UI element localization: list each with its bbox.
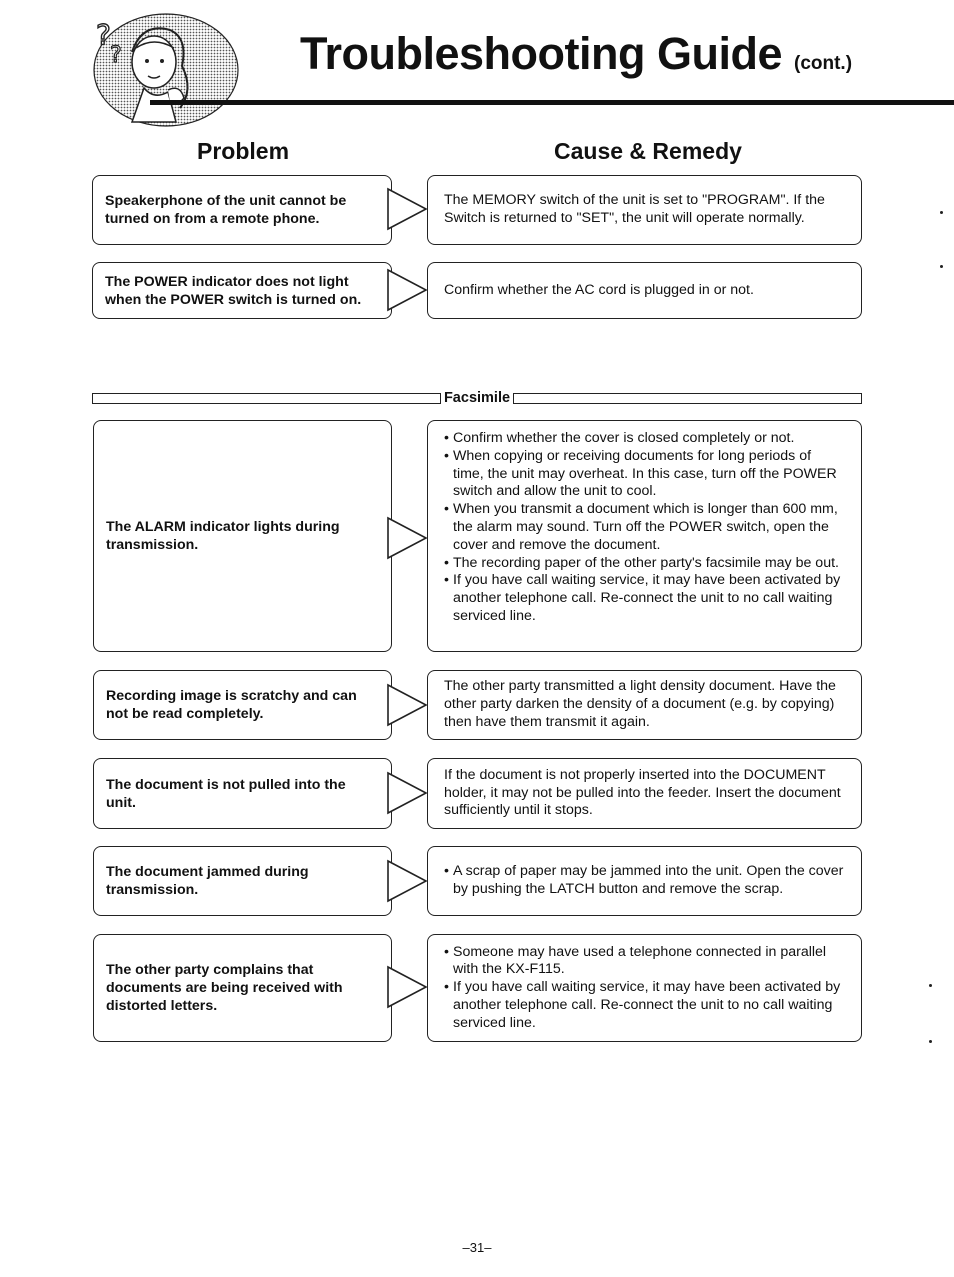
problem-box <box>93 846 392 916</box>
remedy-list <box>444 944 845 1033</box>
remedy-box <box>427 758 862 829</box>
title-suffix: (cont.) <box>794 53 853 74</box>
arrow-icon <box>386 770 430 816</box>
page-title: Troubleshooting Guide (cont.) <box>300 28 853 79</box>
remedy-text: The other party transmitted a light density document. Have the other party darken the density of a document (e.g. by copying) then have them transmit it again. <box>444 678 836 730</box>
remedy-item: • Someone may have used a telephone connected in parallel with the KX-F115. <box>444 944 845 980</box>
problem-text: The other party complains that documents are being received with distorted letters. <box>106 962 343 1014</box>
remedy-text: The MEMORY switch of the unit is set to "PROGRAM". If the Switch is returned to "SET", the unit will operate normally. <box>444 192 825 226</box>
section-bar-left <box>92 393 441 404</box>
scan-speck <box>940 211 943 214</box>
remedy-item: • When copying or receiving documents for long periods of time, the unit may overheat. In this case, turn off the POWER switch and allow the unit to cool. <box>444 448 845 501</box>
problem-box <box>92 175 392 245</box>
remedy-box <box>427 175 862 245</box>
arrow-icon <box>386 682 430 728</box>
remedy-text: Confirm whether the AC cord is plugged in or not. <box>444 281 754 298</box>
section-bar-right <box>513 393 862 404</box>
title-rule <box>150 100 954 105</box>
svg-text:?: ? <box>110 43 122 68</box>
remedy-item: • If you have call waiting service, it may have been activated by another telephone call. Re-connect the unit to no call waiting serviced line. <box>444 979 845 1032</box>
page-number: –31– <box>462 1240 492 1255</box>
svg-text:?: ? <box>96 18 111 51</box>
problem-text: The ALARM indicator lights during transmission. <box>106 519 340 553</box>
problem-text: Recording image is scratchy and can not be read completely. <box>106 688 357 722</box>
remedy-list <box>444 863 845 899</box>
facsimile-section-header <box>92 388 862 408</box>
section-label: Facsimile <box>443 390 511 406</box>
remedy-box <box>427 846 862 916</box>
remedy-box <box>427 262 862 319</box>
remedy-item: • Confirm whether the cover is closed completely or not. <box>444 430 845 448</box>
problem-text: The document is not pulled into the unit. <box>106 776 346 811</box>
remedy-box <box>427 420 862 652</box>
remedy-item: • A scrap of paper may be jammed into the unit. Open the cover by pushing the LATCH button and remove the scrap. <box>444 863 845 899</box>
problem-box <box>93 934 392 1042</box>
remedy-list <box>444 430 845 626</box>
problem-text: Speakerphone of the unit cannot be turned on from a remote phone. <box>105 193 347 227</box>
column-header-cause-remedy: Cause & Remedy <box>554 138 742 164</box>
remedy-box <box>427 934 862 1042</box>
scan-speck <box>940 265 943 268</box>
column-header-problem: Problem <box>197 138 290 164</box>
arrow-icon <box>386 964 430 1010</box>
remedy-box <box>427 670 862 740</box>
scan-speck <box>929 984 932 987</box>
remedy-text: If the document is not properly inserted into the DOCUMENT holder, it may not be pulled into the feeder. Insert the document sufficiently until it stops. <box>444 766 841 819</box>
arrow-icon <box>386 267 430 313</box>
problem-box <box>93 670 392 740</box>
arrow-icon <box>386 858 430 904</box>
problem-text: The POWER indicator does not light when the POWER switch is turned on. <box>105 273 362 308</box>
remedy-item: • The recording paper of the other party's facsimile may be out. <box>444 555 845 573</box>
problem-text: The document jammed during transmission. <box>106 864 309 898</box>
arrow-icon <box>386 186 430 232</box>
arrow-icon <box>386 515 430 561</box>
remedy-item: • If you have call waiting service, it may have been activated by another telephone call. Re-connect the unit to no call waiting serviced line. <box>444 572 845 625</box>
mascot-illustration <box>84 4 244 132</box>
remedy-item: • When you transmit a document which is longer than 600 mm, the alarm may sound. Turn off the POWER switch, open the cover and remove the document. <box>444 501 845 554</box>
problem-box <box>93 420 392 652</box>
problem-box <box>92 262 392 319</box>
scan-speck <box>929 1040 932 1043</box>
problem-box <box>93 758 392 829</box>
